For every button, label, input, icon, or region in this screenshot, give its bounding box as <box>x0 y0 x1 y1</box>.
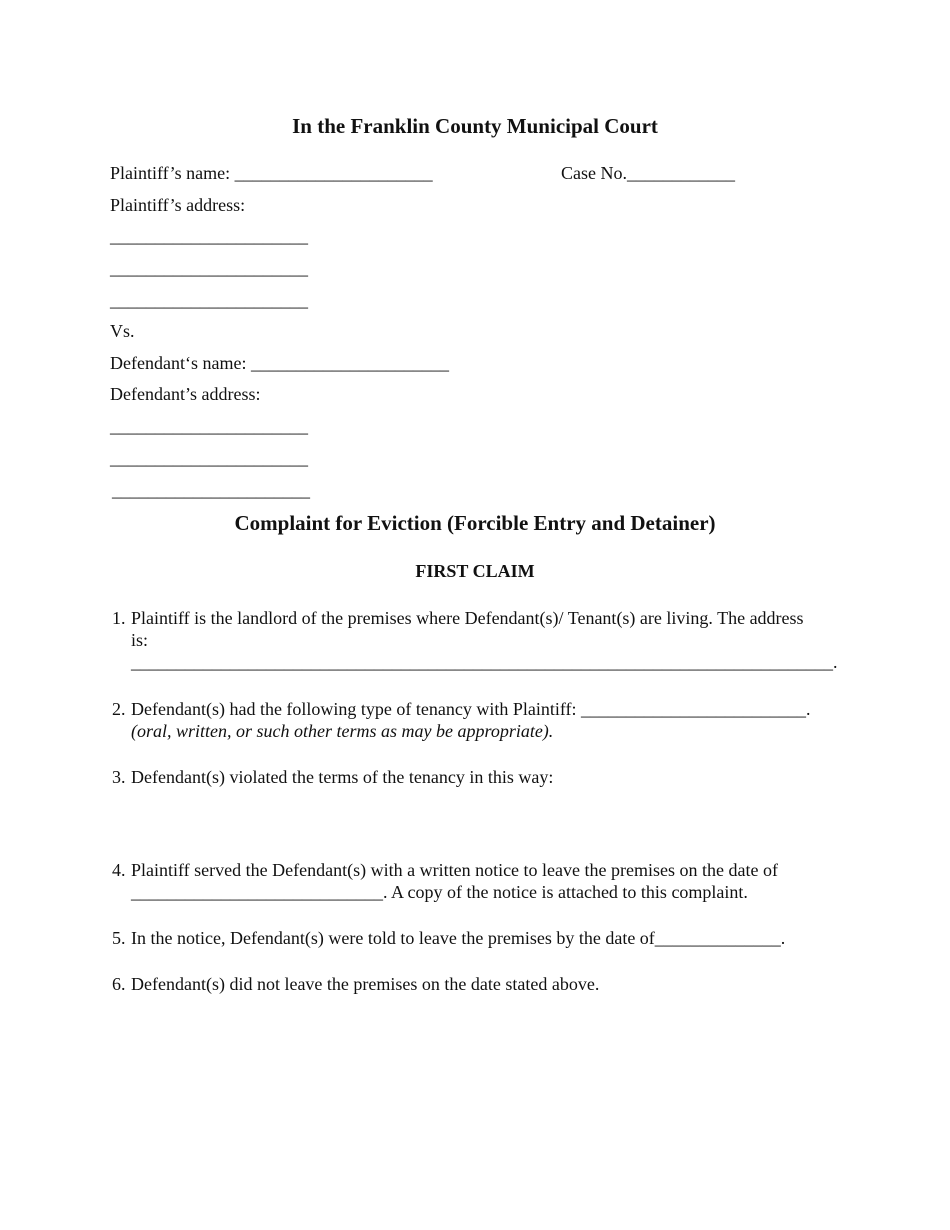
item-number: 3. <box>112 767 126 787</box>
item-6-text: Defendant(s) did not leave the premises on the date stated above. <box>131 974 600 994</box>
defendant-address-line: ______________________ <box>110 448 308 468</box>
plaintiff-address-line: ______________________ <box>110 290 308 310</box>
defendant-address-line: ______________________ <box>110 416 308 436</box>
defendant-address-line: ______________________ <box>112 480 310 500</box>
item-4-text-cont: ____________________________. A copy of the notice is attached to this complaint. <box>131 882 748 902</box>
versus-label: Vs. <box>110 321 135 341</box>
item-5-text: In the notice, Defendant(s) were told to leave the premises by the date of______________. <box>131 928 786 948</box>
item-2-note: (oral, written, or such other terms as may be appropriate). <box>131 721 554 741</box>
claim-heading: FIRST CLAIM <box>415 561 535 581</box>
item-number: 4. <box>112 860 126 880</box>
item-1-address-blank: ______________________________________________________________________________. <box>131 652 838 672</box>
item-1-text-cont: is: <box>131 630 149 650</box>
item-number: 1. <box>112 608 126 628</box>
item-4-text: Plaintiff served the Defendant(s) with a written notice to leave the premises on the date of <box>131 860 778 880</box>
plaintiff-address-line: ______________________ <box>110 258 308 278</box>
item-number: 6. <box>112 974 126 994</box>
item-2-text: Defendant(s) had the following type of tenancy with Plaintiff: _________________________. <box>131 699 811 719</box>
plaintiff-address-line: ______________________ <box>110 226 308 246</box>
plaintiff-address-label: Plaintiff’s address: <box>110 195 246 215</box>
case-number-field: Case No.____________ <box>561 163 735 183</box>
defendant-address-label: Defendant’s address: <box>110 384 261 404</box>
court-title: In the Franklin County Municipal Court <box>292 114 658 138</box>
plaintiff-name-field: Plaintiff’s name: ______________________ <box>110 163 433 183</box>
item-number: 5. <box>112 928 126 948</box>
defendant-name-field: Defendant‘s name: ______________________ <box>110 353 449 373</box>
item-1-text: Plaintiff is the landlord of the premises where Defendant(s)/ Tenant(s) are living. The address <box>131 608 804 628</box>
complaint-title: Complaint for Eviction (Forcible Entry and Detainer) <box>234 511 716 535</box>
item-3-text: Defendant(s) violated the terms of the tenancy in this way: <box>131 767 554 787</box>
item-number: 2. <box>112 699 126 719</box>
